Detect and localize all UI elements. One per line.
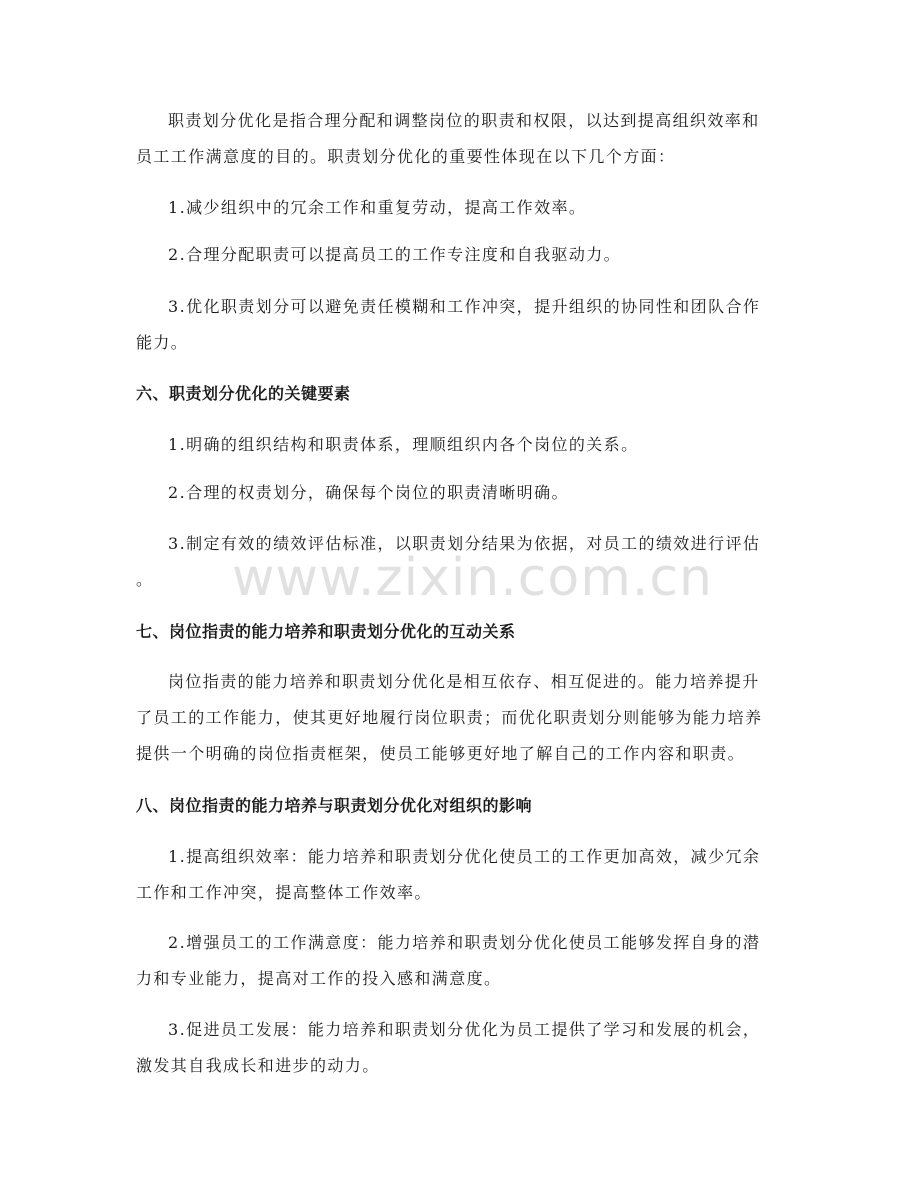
section-8-item-2-line-2: 力和专业能力，提高对工作的投入感和满意度。 (136, 969, 502, 988)
importance-item-3-line-1: 3.优化职责划分可以避免责任模糊和工作冲突，提升组织的协同性和团队合作 (168, 297, 761, 316)
importance-item-1: 1.减少组织中的冗余工作和重复劳动，提高工作效率。 (168, 198, 587, 217)
intro-line-2: 员工工作满意度的目的。职责划分优化的重要性体现在以下几个方面： (136, 147, 676, 166)
section-8-item-3-line-2: 激发其自我成长和进步的动力。 (136, 1056, 380, 1075)
section-7-paragraph-line-1: 岗位指责的能力培养和职责划分优化是相互依存、相互促进的。能力培养提升 (168, 672, 760, 691)
section-6-heading: 六、职责划分优化的关键要素 (136, 384, 351, 403)
intro-line-1: 职责划分优化是指合理分配和调整岗位的职责和权限，以达到提高组织效率和 (168, 111, 760, 130)
importance-item-2: 2.合理分配职责可以提高员工的工作专注度和自我驱动力。 (168, 245, 622, 264)
section-8-item-1-line-1: 1.提高组织效率：能力培养和职责划分优化使员工的工作更加高效，减少冗余 (168, 847, 761, 866)
watermark: www.zixin.com.cn (232, 548, 713, 608)
section-7-paragraph-line-3: 提供一个明确的岗位指责框架，使员工能够更好地了解自己的工作内容和职责。 (136, 744, 746, 763)
section-6-item-3-line-1: 3.制定有效的绩效评估标准，以职责划分结果为依据，对员工的绩效进行评估 (168, 534, 761, 553)
importance-item-3-line-2: 能力。 (136, 333, 189, 352)
section-8-heading: 八、岗位指责的能力培养与职责划分优化对组织的影响 (136, 796, 533, 815)
section-8-item-1-line-2: 工作和工作冲突，提高整体工作效率。 (136, 883, 432, 902)
section-6-item-3-line-2: 。 (136, 570, 154, 589)
section-7-paragraph-line-2: 了员工的工作能力，使其更好地履行岗位职责；而优化职责划分则能够为能力培养 (136, 708, 763, 727)
section-7-heading: 七、岗位指责的能力培养和职责划分优化的互动关系 (136, 622, 516, 641)
section-8-item-3-line-1: 3.促进员工发展：能力培养和职责划分优化为员工提供了学习和发展的机会， (168, 1020, 761, 1039)
section-6-item-2: 2.合理的权责划分，确保每个岗位的职责清晰明确。 (168, 483, 569, 502)
section-6-item-1: 1.明确的组织结构和职责体系，理顺组织内各个岗位的关系。 (168, 435, 639, 454)
section-8-item-2-line-1: 2.增强员工的工作满意度：能力培养和职责划分优化使员工能够发挥自身的潜 (168, 933, 761, 952)
